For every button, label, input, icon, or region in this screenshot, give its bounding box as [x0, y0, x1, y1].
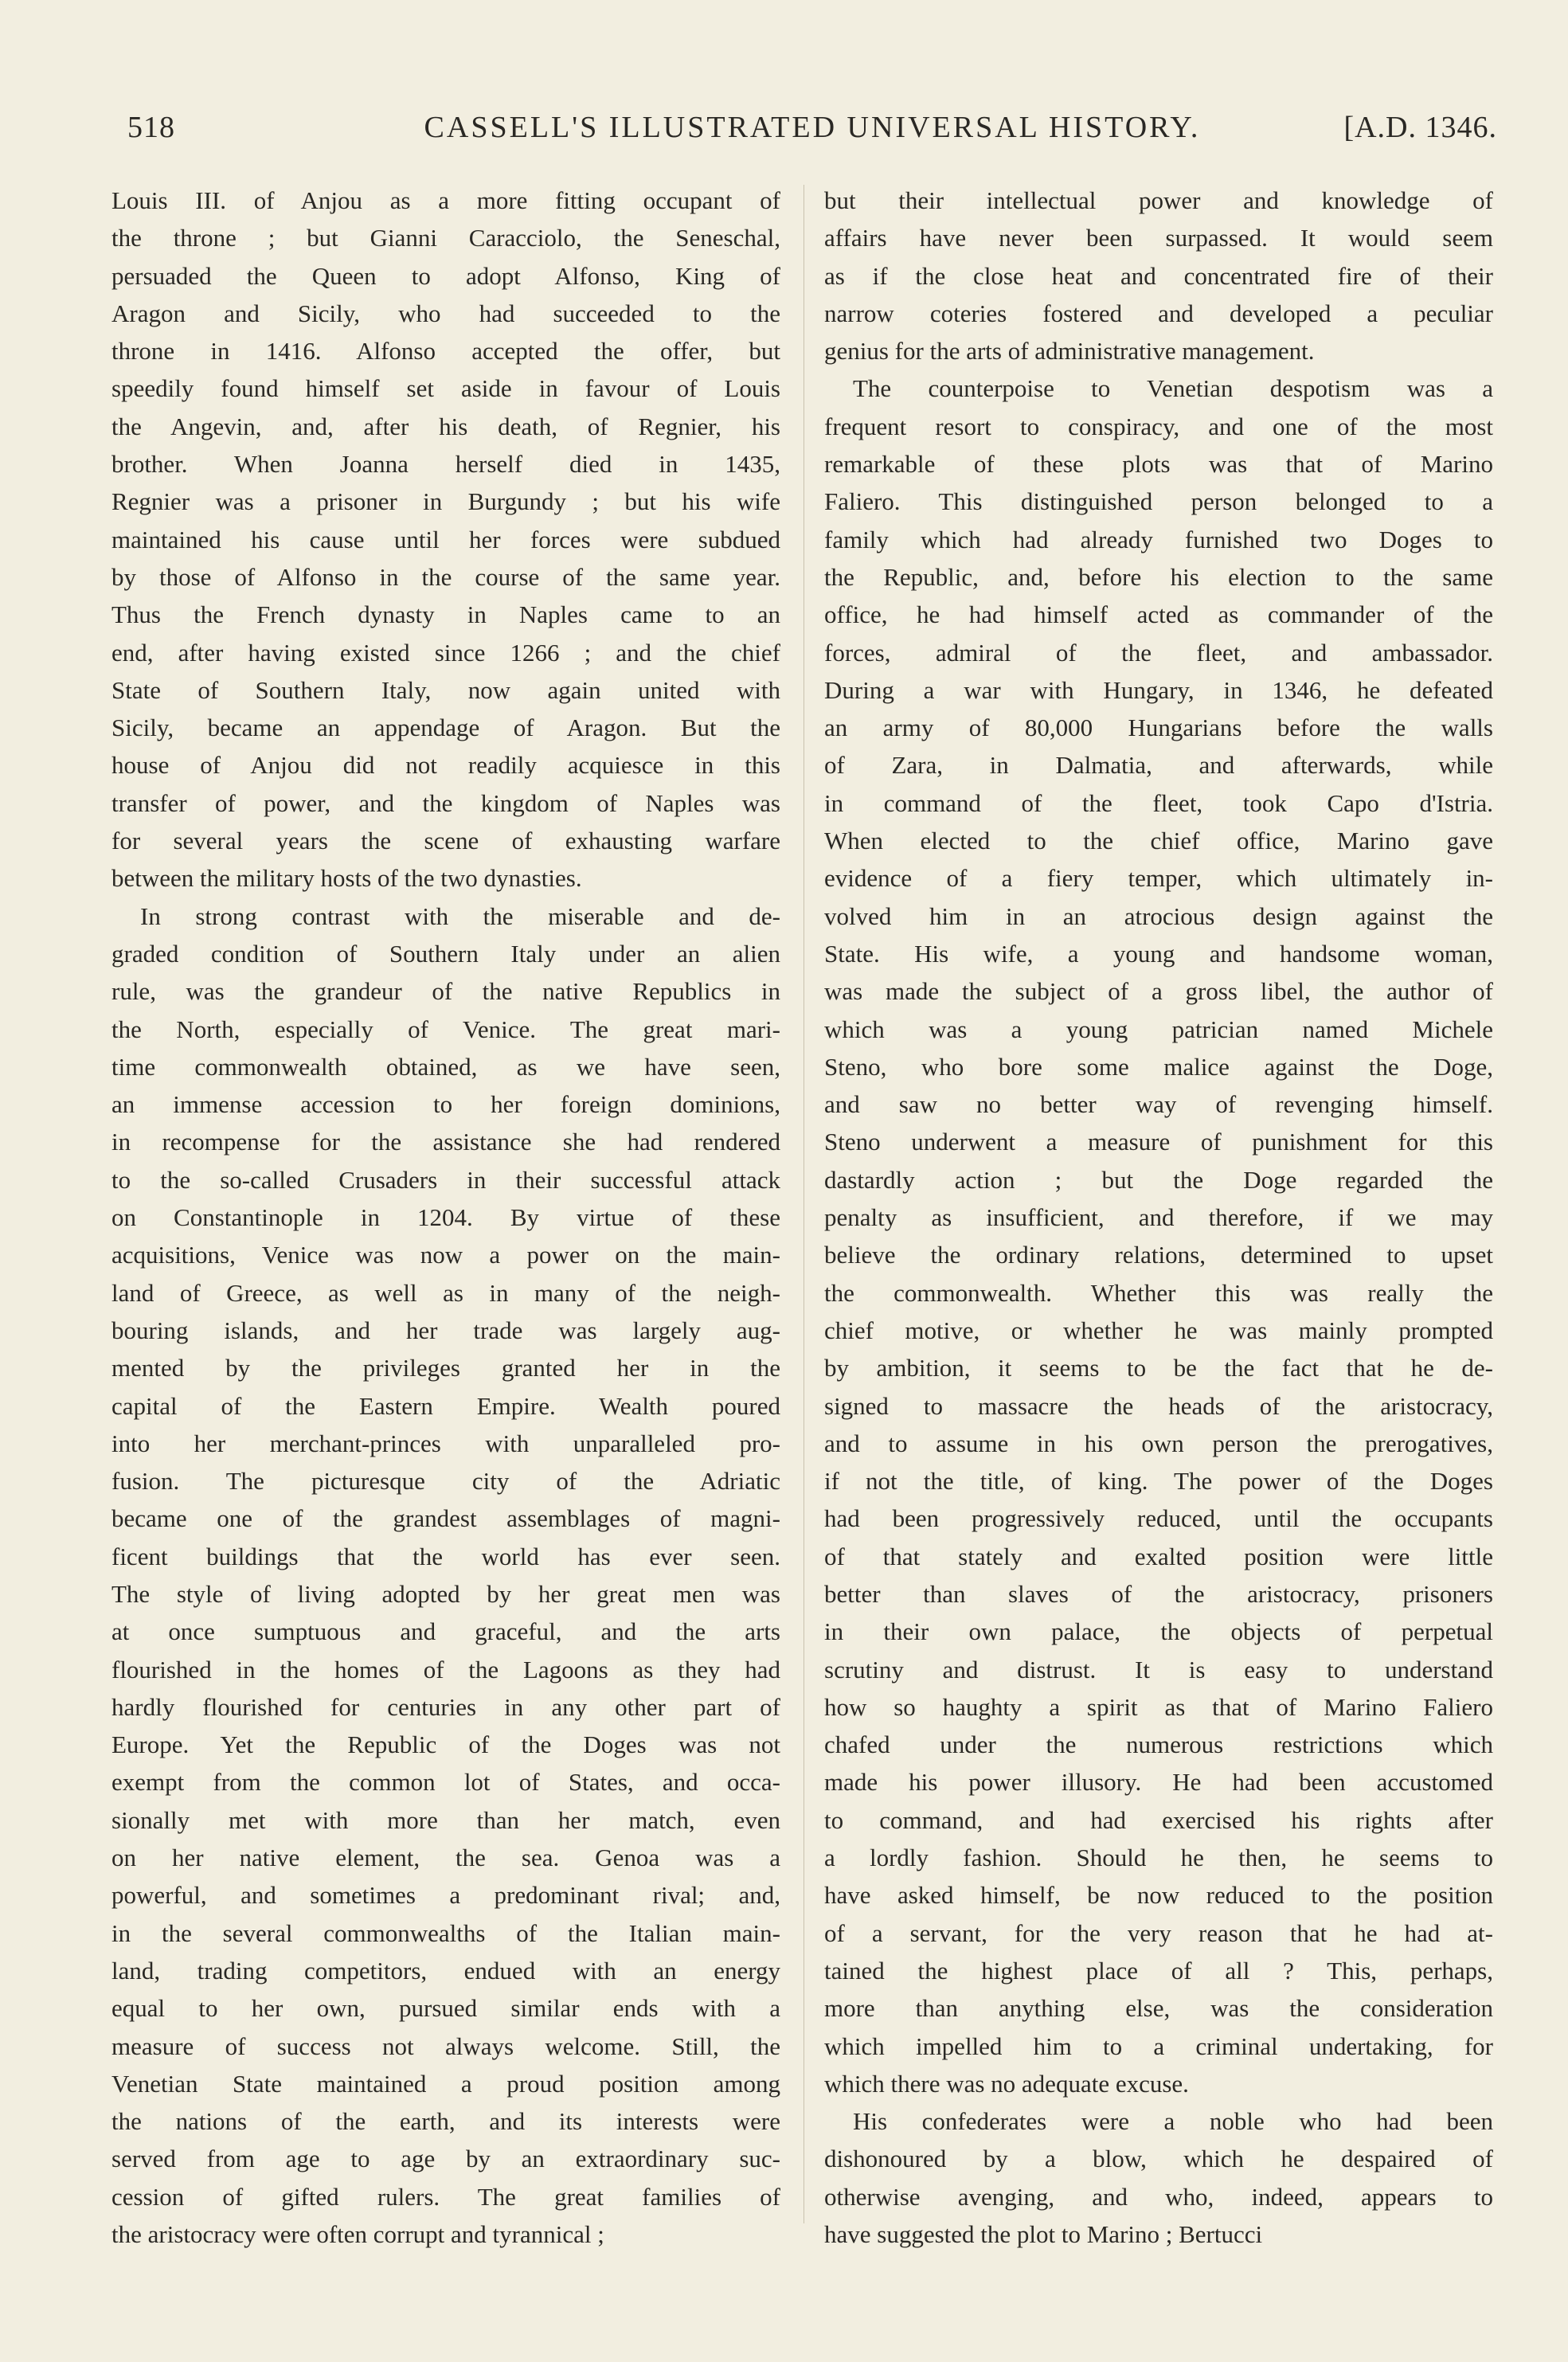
- text-line: the Republic, and, before his election to the same: [824, 562, 1493, 591]
- text-line: and to assume in his own person the prerogatives,: [824, 1429, 1493, 1457]
- text-line: cession of gifted rulers. The great families of: [111, 2182, 780, 2211]
- text-line: the aristocracy were often corrupt and tyrannical ;: [111, 2220, 604, 2249]
- text-line: persuaded the Queen to adopt Alfonso, King of: [111, 261, 780, 290]
- text-line: ficent buildings that the world has ever seen.: [111, 1542, 780, 1570]
- text-line: to command, and had exercised his rights after: [824, 1805, 1493, 1834]
- text-line: penalty as insufficient, and therefore, if we may: [824, 1203, 1493, 1232]
- text-line: dishonoured by a blow, which he despaired of: [824, 2145, 1493, 2173]
- text-line: how so haughty a spirit as that of Marino Faliero: [824, 1692, 1493, 1721]
- text-line: in recompense for the assistance she had rendered: [111, 1128, 780, 1156]
- text-line: in command of the fleet, took Capo d'Istria.: [824, 788, 1493, 817]
- text-line: land, trading competitors, endued with an energy: [111, 1956, 780, 1985]
- text-line: which impelled him to a criminal undertaking, for: [824, 2032, 1493, 2060]
- text-line: transfer of power, and the kingdom of Naples was: [111, 788, 780, 817]
- text-line: measure of success not always welcome. Still, the: [111, 2032, 780, 2060]
- text-line: better than slaves of the aristocracy, prisoners: [824, 1579, 1493, 1608]
- text-line: volved him in an atrocious design against the: [824, 901, 1493, 930]
- text-line: affairs have never been surpassed. It would seem: [824, 224, 1493, 252]
- text-line: but their intellectual power and knowledge of: [824, 186, 1493, 214]
- text-line: equal to her own, pursued similar ends with a: [111, 1994, 780, 2023]
- text-line: graded condition of Southern Italy under an alien: [111, 939, 780, 968]
- text-line: otherwise avenging, and who, indeed, appears to: [824, 2182, 1493, 2211]
- text-line: exempt from the common lot of States, and occa-: [111, 1768, 780, 1797]
- text-line: for several years the scene of exhausting warfare: [111, 827, 780, 855]
- text-line: end, after having existed since 1266 ; and the chief: [111, 638, 780, 667]
- text-line: Faliero. This distinguished person belonged to a: [824, 487, 1493, 516]
- text-line: time commonwealth obtained, as we have seen,: [111, 1052, 780, 1081]
- text-line: powerful, and sometimes a predominant rival; and,: [111, 1881, 780, 1910]
- text-line: Sicily, became an appendage of Aragon. But the: [111, 714, 780, 742]
- text-line: fusion. The picturesque city of the Adriatic: [111, 1467, 780, 1496]
- text-line: Regnier was a prisoner in Burgundy ; but his wife: [111, 487, 780, 516]
- text-line: if not the title, of king. The power of the Doges: [824, 1467, 1493, 1496]
- text-line: State. His wife, a young and handsome woman,: [824, 939, 1493, 968]
- text-line: of Zara, in Dalmatia, and afterwards, while: [824, 751, 1493, 780]
- text-line: house of Anjou did not readily acquiesce in this: [111, 751, 780, 780]
- text-line: chafed under the numerous restrictions which: [824, 1730, 1493, 1759]
- text-line: brother. When Joanna herself died in 1435,: [111, 450, 780, 479]
- text-line: believe the ordinary relations, determined to upset: [824, 1241, 1493, 1269]
- text-line: mented by the privileges granted her in the: [111, 1354, 780, 1382]
- text-line: dastardly action ; but the Doge regarded the: [824, 1165, 1493, 1194]
- left-column: [111, 182, 780, 2253]
- text-line: remarkable of these plots was that of Marino: [824, 450, 1493, 479]
- text-line: chief motive, or whether he was mainly prompted: [824, 1316, 1493, 1344]
- text-line: narrow coteries fostered and developed a peculiar: [824, 299, 1493, 327]
- text-line: the throne ; but Gianni Caracciolo, the Seneschal,: [111, 224, 780, 252]
- text-line: at once sumptuous and graceful, and the arts: [111, 1617, 780, 1646]
- text-line: and saw no better way of revenging himself.: [824, 1090, 1493, 1119]
- text-line: capital of the Eastern Empire. Wealth poured: [111, 1391, 780, 1420]
- text-line: between the military hosts of the two dynasties.: [111, 864, 582, 893]
- text-line: by ambition, it seems to be the fact that he de-: [824, 1354, 1493, 1382]
- text-line: speedily found himself set aside in favour of Louis: [111, 374, 780, 403]
- running-title: CASSELL'S ILLUSTRATED UNIVERSAL HISTORY.: [424, 111, 1201, 144]
- text-line: more than anything else, was the consideration: [824, 1994, 1493, 2023]
- text-line: in the several commonwealths of the Italian main-: [111, 1918, 780, 1947]
- text-line: the North, especially of Venice. The great mari-: [111, 1015, 780, 1043]
- text-line: flourished in the homes of the Lagoons as they had: [111, 1655, 780, 1684]
- text-line: In strong contrast with the miserable and de-: [140, 901, 780, 930]
- text-line: Louis III. of Anjou as a more fitting occupant of: [111, 186, 780, 214]
- text-line: an army of 80,000 Hungarians before the walls: [824, 714, 1493, 742]
- text-line: office, he had himself acted as commander of the: [824, 600, 1493, 629]
- text-line: on her native element, the sea. Genoa was a: [111, 1844, 780, 1872]
- text-line: Aragon and Sicily, who had succeeded to the: [111, 299, 780, 327]
- text-line: His confederates were a noble who had been: [853, 2107, 1493, 2136]
- text-line: have asked himself, be now reduced to the position: [824, 1881, 1493, 1910]
- text-line: a lordly fashion. Should he then, he seems to: [824, 1844, 1493, 1872]
- text-line: sionally met with more than her match, even: [111, 1805, 780, 1834]
- right-column: [824, 182, 1493, 2253]
- text-line: forces, admiral of the fleet, and ambassador.: [824, 638, 1493, 667]
- text-line: The counterpoise to Venetian despotism was a: [853, 374, 1493, 403]
- text-line: When elected to the chief office, Marino gave: [824, 827, 1493, 855]
- text-line: of that stately and exalted position were little: [824, 1542, 1493, 1570]
- text-line: as if the close heat and concentrated fire of their: [824, 261, 1493, 290]
- text-line: evidence of a fiery temper, which ultimately in-: [824, 864, 1493, 893]
- text-line: the commonwealth. Whether this was really the: [824, 1278, 1493, 1307]
- text-line: hardly flourished for centuries in any other part of: [111, 1692, 780, 1721]
- text-line: throne in 1416. Alfonso accepted the offer, but: [111, 337, 780, 366]
- text-line: by those of Alfonso in the course of the same year.: [111, 562, 780, 591]
- text-line: have suggested the plot to Marino ; Bertucci: [824, 2220, 1263, 2249]
- text-line: the Angevin, and, after his death, of Regnier, his: [111, 412, 780, 440]
- text-line: which was a young patrician named Michele: [824, 1015, 1493, 1043]
- text-line: signed to massacre the heads of the aristocracy,: [824, 1391, 1493, 1420]
- text-line: of a servant, for the very reason that he had at-: [824, 1918, 1493, 1947]
- text-line: bouring islands, and her trade was largely aug-: [111, 1316, 780, 1344]
- text-line: an immense accession to her foreign dominions,: [111, 1090, 780, 1119]
- text-line: was made the subject of a gross libel, the author of: [824, 977, 1493, 1006]
- text-line: served from age to age by an extraordinary suc-: [111, 2145, 780, 2173]
- page-number: 518: [127, 111, 175, 144]
- text-line: Venetian State maintained a proud position among: [111, 2069, 780, 2098]
- date-marker: [A.D. 1346.: [1343, 111, 1497, 144]
- running-head: [127, 110, 1497, 150]
- text-line: to the so-called Crusaders in their successful attack: [111, 1165, 780, 1194]
- text-line: During a war with Hungary, in 1346, he defeated: [824, 675, 1493, 704]
- text-line: Steno, who bore some malice against the Doge,: [824, 1052, 1493, 1081]
- text-line: rule, was the grandeur of the native Republics in: [111, 977, 780, 1006]
- text-line: made his power illusory. He had been accustomed: [824, 1768, 1493, 1797]
- text-line: into her merchant-princes with unparalleled pro-: [111, 1429, 780, 1457]
- text-line: had been progressively reduced, until the occupants: [824, 1504, 1493, 1533]
- text-line: acquisitions, Venice was now a power on the main-: [111, 1241, 780, 1269]
- text-line: frequent resort to conspiracy, and one of the most: [824, 412, 1493, 440]
- text-line: Thus the French dynasty in Naples came to an: [111, 600, 780, 629]
- text-line: Steno underwent a measure of punishment for this: [824, 1128, 1493, 1156]
- text-line: which there was no adequate excuse.: [824, 2069, 1189, 2098]
- text-line: Europe. Yet the Republic of the Doges was not: [111, 1730, 780, 1759]
- text-line: the nations of the earth, and its interests were: [111, 2107, 780, 2136]
- text-line: maintained his cause until her forces were subdued: [111, 525, 780, 553]
- text-line: scrutiny and distrust. It is easy to understand: [824, 1655, 1493, 1684]
- text-line: The style of living adopted by her great men was: [111, 1579, 780, 1608]
- text-line: State of Southern Italy, now again united with: [111, 675, 780, 704]
- text-line: family which had already furnished two Doges to: [824, 525, 1493, 553]
- text-line: in their own palace, the objects of perpetual: [824, 1617, 1493, 1646]
- text-line: tained the highest place of all ? This, perhaps,: [824, 1956, 1493, 1985]
- text-line: became one of the grandest assemblages of magni-: [111, 1504, 780, 1533]
- text-line: genius for the arts of administrative management.: [824, 337, 1315, 366]
- text-line: land of Greece, as well as in many of the neigh-: [111, 1278, 780, 1307]
- text-line: on Constantinople in 1204. By virtue of these: [111, 1203, 780, 1232]
